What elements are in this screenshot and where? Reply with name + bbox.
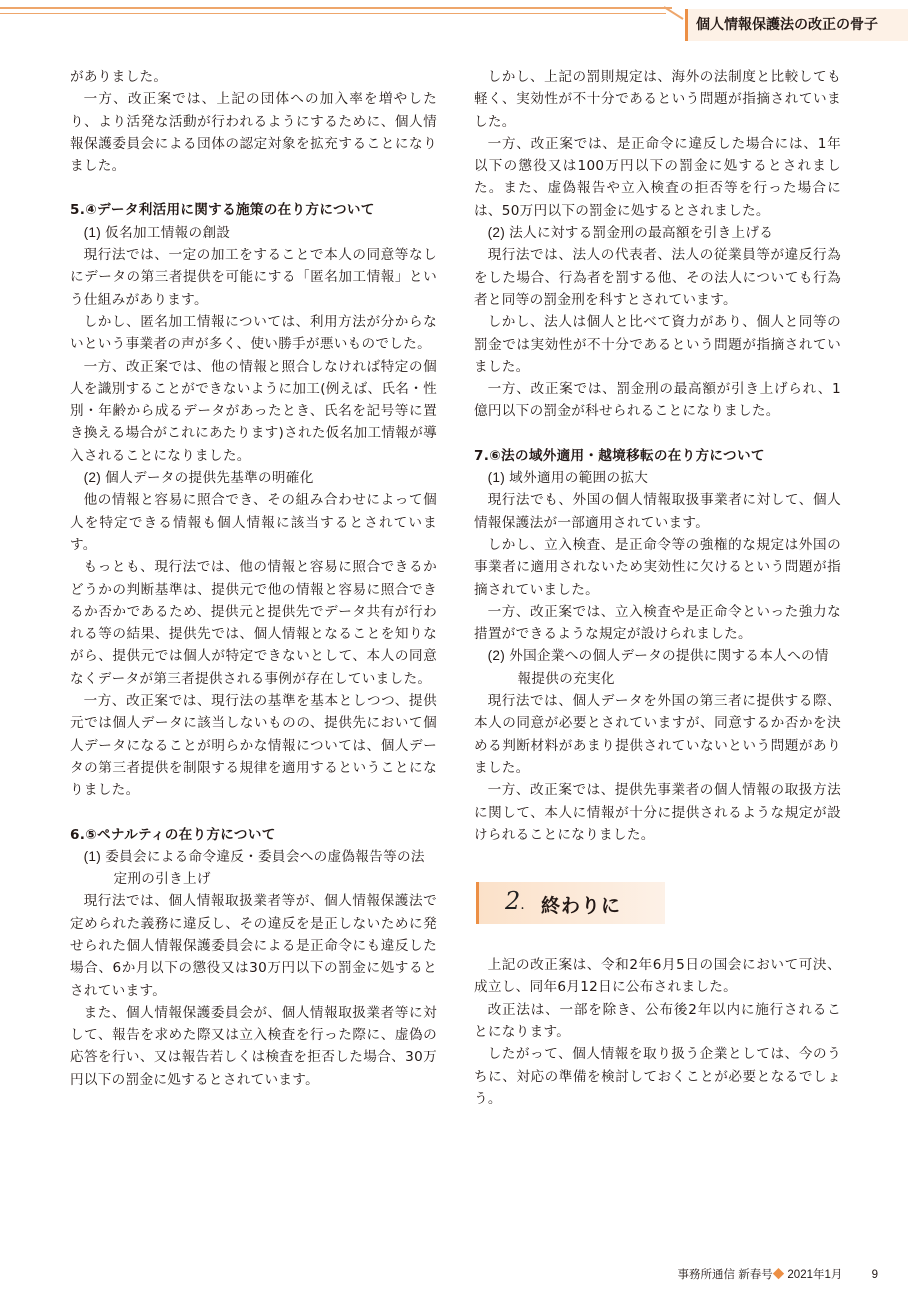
header-rule — [0, 7, 672, 9]
paragraph: 現行法では、個人情報取扱業者等が、個人情報保護法で定められた義務に違反し、その違反を是正しないために発せられた個人情報保護委員会による是正命令にも違反した場合、6か月以下の懲役又は30万円以下の罰金に処するとされています。 — [70, 893, 437, 999]
paragraph: 他の情報と容易に照合でき、その組み合わせによって個人を特定できる情報も個人情報に該当するとされています。 — [70, 492, 437, 553]
paragraph: しかし、立入検査、是正命令等の強権的な規定は外国の事業者に適用されないため実効性に欠けるという問題が指摘されていました。 — [474, 536, 841, 598]
paragraph: 上記の改正案は、令和2年6月5日の国会において可決、成立し、同年6月12日に公布されました。 — [474, 957, 841, 996]
paragraph: 現行法では、個人データを外国の第三者に提供する際、本人の同意が必要とされていますが、同意するか否かを決める判断材料があまり提供されていないという問題がありました。 — [474, 693, 841, 776]
section-heading-5: 5.④データ利活用に関する施策の在り方について — [70, 202, 375, 219]
paragraph: しかし、上記の罰則規定は、海外の法制度と比較しても軽く、実効性が不十分であるという問題が指摘されていました。 — [474, 69, 841, 130]
paragraph: しかし、匿名加工情報については、利用方法が分からないという事業者の声が多く、使い勝手が悪いものでした。 — [70, 313, 437, 353]
paragraph: がありました。 — [70, 69, 168, 85]
section-heading-6: 6.⑤ペナルティの在り方について — [70, 826, 276, 843]
paragraph: 一方、改正案では、是正命令に違反した場合には、1年以下の懲役又は100万円以下の罰金に処するとされました。また、虚偽報告や立入検査の拒否等を行った場合には、50万円以下の罰金に処するとされました。 — [474, 135, 841, 219]
paragraph: 一方、改正案では、立入検査や是正命令といった強力な措置ができるような規定が設けられました。 — [474, 603, 841, 643]
paragraph: したがって、個人情報を取り扱う企業としては、今のうちに、対応の準備を検討しておくことが必要となるでしょう。 — [474, 1046, 841, 1107]
subheading-5-2: (2) 個人データの提供先基準の明確化 — [83, 470, 314, 486]
footer-date: 2021年1月 — [787, 1269, 843, 1281]
section-title: 終わりに — [541, 895, 622, 918]
paragraph: 現行法では、法人の代表者、法人の従業員等が違反行為をした場合、行為者を罰する他、その法人についても行為者と同等の罰金刑を科すとされています。 — [474, 247, 841, 308]
paragraph: もっとも、現行法では、他の情報と容易に照合できるかどうかの判断基準は、提供元で他の情報と容易に照合できるか否かであるため、提供元と提供先でデータ共有が行われる等の結果、提供先では、個人情報となることを知りながら、提供元では個人が特定できないとして、本人の同意なくデータが第三者提供される事例が存在していました。 — [70, 559, 437, 687]
paragraph: 一方、改正案では、現行法の基準を基本としつつ、提供元では個人データに該当しないものの、提供先において個人データになることが明らかな情報については、個人データの第三者提供を制限する規律を適用するということになりました。 — [70, 693, 437, 799]
subheading-6-2: (2) 法人に対する罰金刑の最高額を引き上げる — [487, 225, 774, 241]
page-number: 9 — [871, 1269, 878, 1281]
page-footer — [678, 1266, 879, 1282]
footer-publication: 事務所通信 — [677, 1269, 735, 1281]
section-title-box — [476, 882, 665, 924]
section-number: 2. — [505, 887, 525, 916]
paragraph: 現行法でも、外国の個人情報取扱事業者に対して、個人情報保護法が一部適用されています。 — [474, 492, 841, 531]
paragraph: 現行法では、一定の加工をすることで本人の同意等なしにデータの第三者提供を可能にする「匿名加工情報」という仕組みがあります。 — [70, 247, 437, 308]
subheading-7-2: (2) 外国企業への個人データの提供に関する本人への情報提供の充実化 — [487, 648, 829, 686]
subheading-5-1: (1) 仮名加工情報の創設 — [83, 224, 231, 240]
subheading-6-1: (1) 委員会による命令違反・委員会への虚偽報告等の法定刑の引き上げ — [83, 848, 425, 887]
paragraph: 一方、改正案では、他の情報と照合しなければ特定の個人を識別することができないように加工(例えば、氏名・性別・年齢から成るデータがあったとき、氏名を記号等に置き換える場合がこれにあたります)された仮名加工情報が導入されることになりました。 — [70, 358, 437, 464]
paragraph: 一方、改正案では、提供先事業者の個人情報の取扱方法に関して、本人に情報が十分に提供されるような規定が設けられることになりました。 — [474, 782, 841, 843]
subheading-7-1: (1) 域外適用の範囲の拡大 — [487, 470, 649, 486]
left-column — [70, 66, 437, 1091]
footer-issue: 新春号 — [738, 1269, 773, 1281]
header-rule-thin — [0, 13, 666, 14]
right-column — [474, 66, 841, 1110]
paragraph: また、個人情報保護委員会が、個人情報取扱業者等に対して、報告を求めた際又は立入検査を行った際に、虚偽の応答を行い、又は報告若しくは検査を拒否した場合、30万円以下の罰金に処するとされています。 — [70, 1004, 437, 1088]
paragraph: しかし、法人は個人と比べて資力があり、個人と同等の罰金では実効性が不十分であるという問題が指摘されていました。 — [474, 314, 841, 375]
header-rule-corner — [664, 4, 684, 20]
section-heading-7: 7.⑥法の域外適用・越境移転の在り方について — [474, 447, 765, 464]
diamond-icon: ◆ — [772, 1269, 785, 1281]
paragraph: 改正法は、一部を除き、公布後2年以内に施行されることになります。 — [474, 1001, 841, 1040]
paragraph: 一方、改正案では、罰金刑の最高額が引き上げられ、1億円以下の罰金が科せられることになりました。 — [474, 381, 841, 420]
running-header-title: 個人情報保護法の改正の骨子 — [685, 9, 908, 41]
paragraph: 一方、改正案では、上記の団体への加入率を増やしたり、より活発な活動が行われるようにするために、個人情報保護委員会による団体の認定対象を拡充することになりました。 — [70, 91, 437, 175]
conclusion — [474, 954, 841, 1110]
